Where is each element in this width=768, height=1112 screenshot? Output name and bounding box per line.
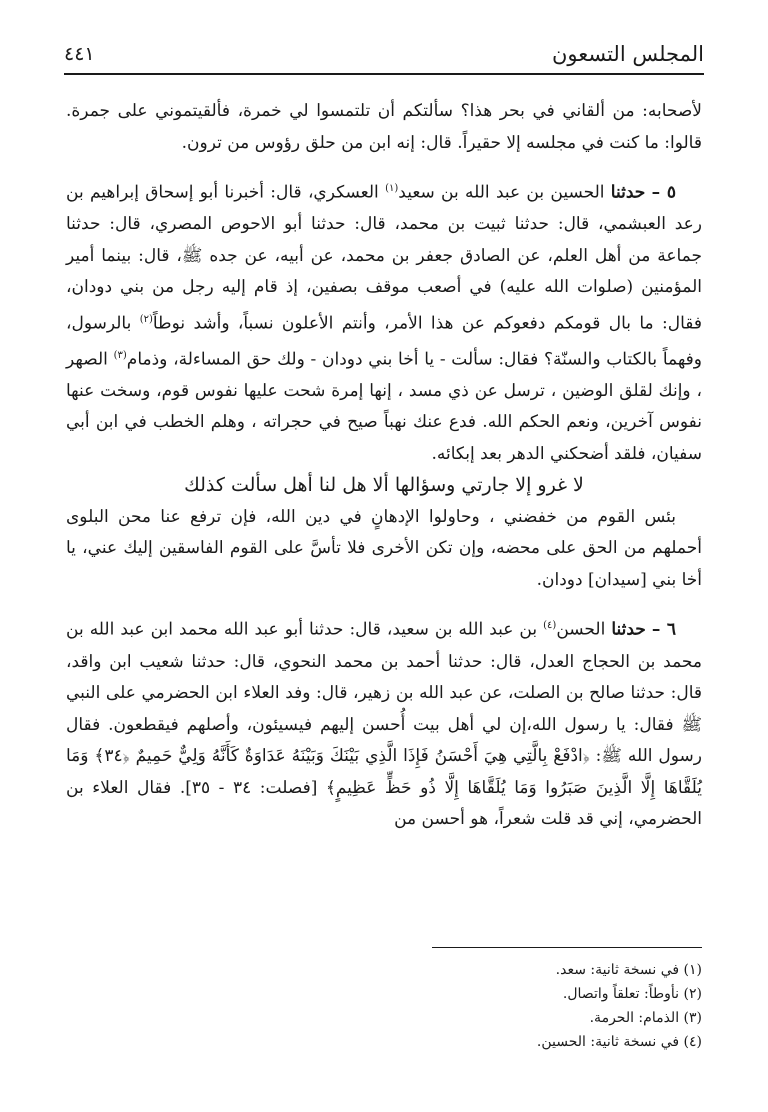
running-header xyxy=(64,36,704,72)
spacer xyxy=(66,159,702,173)
hadith-number: ٥ – xyxy=(651,182,677,203)
footnotes xyxy=(66,958,702,1054)
paragraph-after-poem: بئس القوم من خفضني ، وحاولوا الإدهانٍ في دين الله، فإن ترفع عنا محن البلوى أحملهم من الحق على محضه، وإن تكن الأخرى فلا تأسَّ على القوم الفاسقين إليك عني، يا أخا بني [سيدان] دودان. xyxy=(66,506,702,590)
header-divider xyxy=(64,73,704,75)
hadith-6 xyxy=(66,610,702,835)
narrator-name: الحسن xyxy=(556,620,606,641)
footnote-marker: (٤) xyxy=(543,620,557,632)
footnote-divider xyxy=(432,947,702,948)
poem-verse: لا غرو إلا جارتي وسؤالها ألا هل لنا أهل سألت كذلك xyxy=(184,474,584,497)
hadith-text: الصهر ، وإنك لقلق الوضين ، ترسل عن ذي مسد ، إنها إمرة شحت عليها نفوس قوم، وسخت عنها نفوس آخرين، ونعم الحكم الله. فدع عنك نهباً صيح في حجراته ، وهلم الخطب في ابن أبي سفيان، فلقد أضحكني الدهر بعد إبكائه. xyxy=(66,349,702,464)
hadith-number: ٦ – xyxy=(651,620,677,641)
paragraph-continuation: لأصحابه: من ألقاني في بحر هذا؟ سألتكم أن تلتمسوا لي خمرة، فألقيتموني على جمرة. قالوا: ما كنت في مجلسه إلا حقيراً. قال: إنه ابن من حلق رؤوس من ترون. xyxy=(66,101,702,153)
hadith-text: بالرسول، وفهماً بالكتاب والسنّة؟ فقال: سألت - يا أخا بني دودان - ولك حق المساءلة، وذمام xyxy=(66,313,702,370)
page-body xyxy=(66,96,702,836)
hadith-text: بن عبد الله بن سعيد، قال: حدثنا أبو عبد الله محمد ابن عبد الله بن محمد بن الحجاج العدل، قال: حدثنا أحمد بن محمد النحوي، قال: حدثنا شعيب ابن واقد، قال: حدثنا صالح بن الصلت، عن عبد الله بن زهير، قال: وفد العلاء ابن الحضرمي على النبي ﷺ فقال: يا رسول الله،إن لي أهل بيت أُحسن إليهم فيسيئون، وأصلهم فيقطعون. فقال رسول الله ﷺ: ﴿ادْفَعْ بِالَّتِي هِيَ أَحْسَنُ فَإِذَا الَّذِي بَيْنَكَ وَبَيْنَهُ عَدَاوَةٌ كَأَنَّهُ وَلِيٌّ حَمِيمٌ ﴿٣٤﴾ وَمَا يُلَقَّاهَا إِلَّا الَّذِينَ صَبَرُوا وَمَا يُلَقَّاهَا إِلَّا ذُو حَظٍّ عَظِيمٍ﴾ [فصلت: ٣٤ - ٣٥]. فقال العلاء بن الحضرمي، إني قد قلت شعراً، هو أحسن من xyxy=(66,620,702,830)
footnote: (١) في نسخة ثانية: سعد. xyxy=(555,962,702,978)
footnote: (٣) الذمام: الحرمة. xyxy=(589,1010,702,1026)
page-number: ٤٤١ xyxy=(64,43,95,65)
hadith-opening: حدثنا xyxy=(611,620,646,641)
footnote: (٤) في نسخة ثانية: الحسين. xyxy=(536,1034,702,1050)
narrator-name: الحسين بن عبد الله بن سعيد xyxy=(398,182,605,203)
footnote-marker: (٢) xyxy=(139,313,153,325)
hadith-text: العسكري، قال: أخبرنا أبو إسحاق إبراهيم بن رعد العبشمي، قال: حدثنا ثبيت بن محمد، قال: حدثنا أبو الاحوص المصري، قال: حدثنا جماعة من أهل العلم، عن الصادق جعفر بن محمد، عن أبيه، عن جده ﷺ، قال: بينما أمير المؤمنين (صلوات الله عليه) في أصعب موقف بصفين، إذ قام إليه رجل من بني دودان، فقال: ما بال قومكم دفعوكم عن هذا الأمر، وأنتم الأعلون نسباً، وأشد نوطاً xyxy=(66,182,702,334)
chapter-title: المجلس التسعون xyxy=(551,42,704,66)
spacer xyxy=(66,596,702,610)
footnote-marker: (١) xyxy=(385,183,399,194)
hadith-opening: حدثنا xyxy=(610,182,646,203)
footnote-marker: (٣) xyxy=(113,349,127,361)
footnote: (٢) نأوطاً: تعلقاً واتصال. xyxy=(562,986,702,1002)
hadith-5 xyxy=(66,173,702,470)
